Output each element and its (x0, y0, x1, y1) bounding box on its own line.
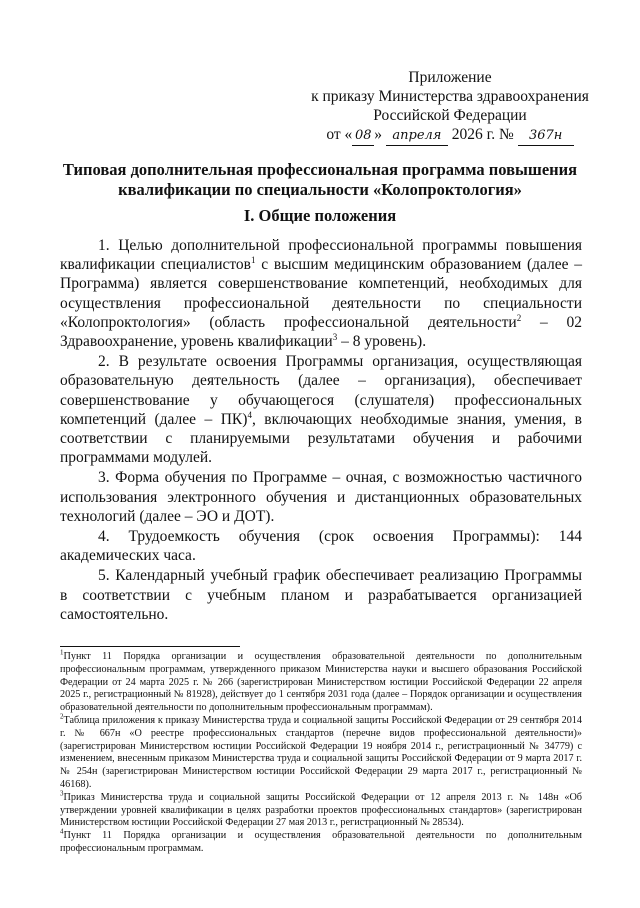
paragraph-1-text-c: – 02 Здравоохранение, уровень квалификации (60, 313, 583, 351)
paragraph-2-text-b: , включающих необходимые знания, умения, в соответствии с планируемыми результатами обучения и рабочими программами модулей. (60, 410, 582, 467)
approval-header (300, 68, 600, 146)
footnote-number: 4 (60, 827, 64, 836)
year-text: 2026 г. № (451, 126, 514, 143)
paragraph-2 (60, 352, 582, 467)
document-title: Типовая дополнительная профессиональная программа повышения квалификации по специальности «Колопроктология» (62, 160, 578, 199)
appendix-label: Приложение (408, 69, 492, 86)
footnote-3 (60, 789, 582, 830)
footnote-number: 3 (60, 789, 64, 798)
footnote-4 (60, 827, 582, 856)
date-prefix: от « (326, 126, 353, 143)
footnote-text: Таблица приложения к приказу Министерства труда и социальной защиты Российской Федерации от 29 сентября 2014 г. № 667н «О реестре профессиональных стандартов (перечне видов профессиональной деятельности)» (зарегистрирован Министерством юстиции Российской Федерации 19 ноября 2014 г., регистрационный № 34779) с изменением, внесенным приказом Министерства труда и социальной защиты Российской Федерации от 9 марта 2017 г. № 254н (зарегистрирован Министерством юстиции Российской Федерации 29 марта 2017 г., регистрационный № 46168). (60, 714, 582, 790)
ministry-country: Российской Федерации (373, 107, 527, 124)
footnote-text: Приказ Министерства труда и социальной защиты Российской Федерации от 12 апреля 2013 г. № 148н «Об утверждении уровней квалификации в целях разработки проектов профессиональных стандартов» (зарегистрирован Министерством юстиции Российской Федерации 27 мая 2013 г., регистрационный № 28534). (60, 791, 582, 829)
footnote-text: Пункт 11 Порядка организации и осуществления образовательной деятельности по дополнительным профессиональным программам, утвержденного приказом Министерства науки и высшего образования Российской Федерации от 24 марта 2025 г. № 266 (зарегистрирован Министерством юстиции Российской Федерации 22 апреля 2025 г., регистрационный № 81928), действует до 1 сентября 2031 года (далее – Порядок организации и осуществления образовательной деятельности по дополнительным профессиональным программам). (60, 651, 582, 714)
footnote-separator (60, 646, 240, 647)
footnote-ref-3: 3 (332, 331, 338, 342)
footnote-2 (60, 712, 582, 792)
document-body (60, 236, 582, 625)
paragraph-4: 4. Трудоемкость обучения (срок освоения Программы): 144 академических часа. (60, 528, 582, 565)
paragraph-1-text-d: – 8 уровень). (337, 333, 427, 351)
footnote-number: 2 (60, 712, 64, 721)
date-close: » (374, 126, 383, 143)
paragraph-5: 5. Календарный учебный график обеспечивает реализацию Программы в соответствии с учебным планом и разрабатывается организацией самостоятельно. (60, 567, 582, 623)
footnote-text: Пункт 11 Порядка организации и осуществления образовательной деятельности по дополнительным профессиональным программам. (60, 830, 582, 854)
section-heading: I. Общие положения (243, 206, 397, 225)
order-reference: к приказу Министерства здравоохранения (311, 88, 589, 105)
paragraph-2-text-a: 2. В результате освоения Программы организация, осуществляющая образовательную деятельность (далее – организация), обеспечивает совершенствование у обучающегося (слушателя) профессиональных компетенций (далее – ПК) (60, 353, 582, 428)
handwritten-number: 367н (518, 126, 574, 146)
footnote-ref-1: 1 (251, 255, 256, 266)
paragraph-1-text-b: с высшим медицинским образованием (далее – Программа) является совершенствование компетенций, необходимых для осуществления профессиональной деятельности по специальности «Колопроктология» (область профессиональной деятельности (60, 256, 582, 331)
footnote-1 (60, 648, 582, 715)
footnote-ref-2: 2 (516, 312, 522, 323)
handwritten-day: 08 (352, 126, 374, 146)
paragraph-1 (60, 236, 582, 351)
footnote-ref-4: 4 (247, 409, 252, 420)
footnotes (60, 648, 582, 856)
order-date-number (300, 125, 600, 146)
paragraph-3: 3. Форма обучения по Программе – очная, с возможностью частичного использования электронного обучения и дистанционных образовательных технологий (далее – ЭО и ДОТ). (60, 469, 582, 525)
handwritten-month: апреля (386, 126, 448, 146)
footnote-number: 1 (60, 648, 64, 657)
paragraph-1-text-a: 1. Целью дополнительной профессиональной программы повышения квалификации специалистов (60, 237, 582, 274)
